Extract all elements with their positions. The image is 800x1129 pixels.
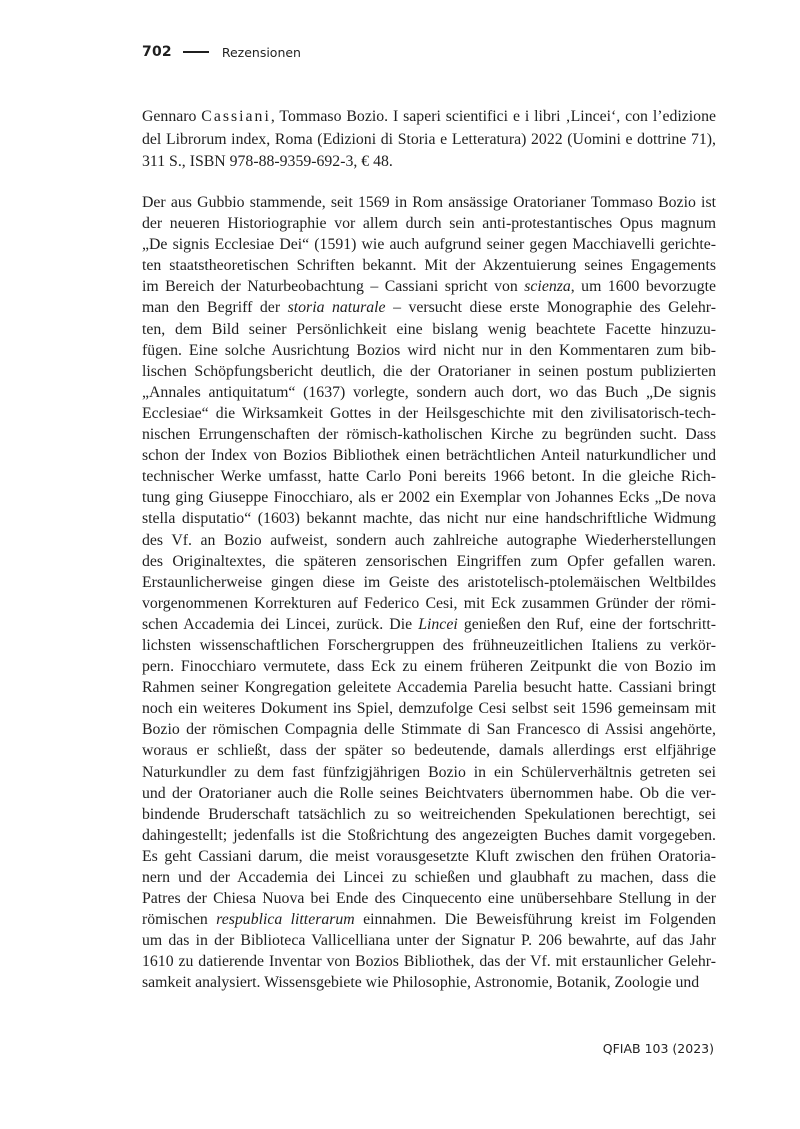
- text-line: [142, 382, 716, 403]
- text-run: lichsten wissenschaftlichen Forschergruppen des frühneuzeitlichen Italiens zu verkör-: [142, 636, 716, 654]
- text-line: [142, 846, 716, 867]
- text-line: [142, 466, 716, 487]
- running-header: [142, 44, 301, 60]
- book-citation: [142, 106, 716, 174]
- text-run: fügen. Eine solche Ausrichtung Bozios wird nicht nur in den Kommentaren zum bib-: [142, 341, 716, 359]
- text-run: ten, dem Bild seiner Persönlichkeit eine bislang wenig beachtete Facette hinzuzu-: [142, 320, 716, 338]
- text-run: dahingestellt; jedenfalls ist die Stoßrichtung des angezeigten Buches damit vorgegeben.: [142, 826, 716, 844]
- text-line: [142, 319, 716, 340]
- text-line: [142, 192, 716, 213]
- text-run: Patres der Chiesa Nuova bei Ende des Cinquecento eine unübersehbare Stellung in der: [142, 890, 716, 908]
- text-run: pern. Finocchiaro vermutete, dass Eck zu einem früheren Zeitpunkt die von Bozio im: [142, 658, 716, 676]
- text-line: [142, 719, 716, 740]
- text-line: [142, 340, 716, 361]
- author-last-name: Cassiani: [201, 108, 271, 125]
- text-run: man den Begriff der: [142, 299, 288, 317]
- text-line: [142, 234, 716, 255]
- text-line: [142, 445, 716, 466]
- text-run: ten staatstheoretischen Schriften bekannt. Mit der Akzentuierung seines Engagements: [142, 257, 716, 275]
- italic-term: storia naturale: [287, 299, 386, 317]
- citation-line: del Librorum index, Roma (Edizioni di Storia e Letteratura) 2022 (Uomini e dottrine 71),: [142, 130, 716, 148]
- text-line: [142, 951, 716, 972]
- page-number: 702: [142, 44, 172, 60]
- text-line: [142, 783, 716, 804]
- text-run: nischen Errungenschaften der römisch-katholischen Kirche zu begründen sucht. Dass: [142, 426, 716, 444]
- text-run: schon der Index von Bozios Bibliothek einen beträchtlichen Anteil naturkundlicher und: [142, 447, 716, 465]
- text-line: [142, 361, 716, 382]
- text-run: lischen Schöpfungsbericht deutlich, die der Oratorianer in seinen postum publizierten: [142, 362, 716, 380]
- text-run: , um 1600 bevorzugte: [570, 278, 716, 296]
- text-line: [142, 297, 716, 318]
- italic-term: respublica litterarum: [216, 911, 355, 929]
- section-title: Rezensionen: [221, 44, 301, 60]
- text-line: [142, 614, 716, 635]
- text-run: genießen den Ruf, eine der fortschritt-: [457, 615, 716, 633]
- text-run: woraus er schließt, dass der später so bedeutende, damals allerdings erst elfjährige: [142, 742, 716, 760]
- text-line: [142, 677, 716, 698]
- text-run: römischen: [142, 911, 217, 929]
- citation-line: 311 S., ISBN 978-88-9359-692-3, € 48.: [142, 153, 393, 170]
- text-run: – versucht diese erste Monographie des Gelehr-: [385, 299, 716, 317]
- text-run: der neueren Historiographie vor allem durch sein anti-protestantisches Opus magnum: [142, 215, 716, 233]
- text-run: Bozio der römischen Compagnia delle Stimmate di San Francesco di Assisi angehörte,: [142, 721, 716, 739]
- text-line: [142, 740, 716, 761]
- text-run: im Bereich der Naturbeobachtung – Cassiani spricht von: [142, 278, 525, 296]
- text-line: [142, 276, 716, 297]
- text-line: [142, 909, 716, 930]
- text-run: Es geht Cassiani darum, die meist vorausgesetzte Kluft zwischen den frühen Oratoria-: [142, 847, 716, 865]
- italic-term: Lincei: [418, 615, 458, 633]
- text-line: [142, 255, 716, 276]
- text-run: Erstaunlicherweise gingen diese im Geiste des aristotelisch-ptolemäischen Weltbildes: [142, 573, 716, 591]
- text-run: technischer Werke umfasst, hatte Carlo Poni bereits 1966 betont. In die gleiche Rich-: [142, 468, 716, 486]
- text-line: [142, 530, 716, 551]
- text-run: Der aus Gubbio stammende, seit 1569 in Rom ansässige Oratorianer Tommaso Bozio ist: [142, 194, 716, 211]
- text-run: tung ging Giuseppe Finocchiaro, als er 2002 ein Exemplar von Johannes Ecks „De nova: [142, 489, 716, 507]
- text-line: [142, 213, 716, 234]
- text-line: [142, 424, 716, 445]
- text-line: [142, 635, 716, 656]
- journal-footer: QFIAB 103 (2023): [602, 1041, 714, 1056]
- text-line: [142, 804, 716, 825]
- text-run: Naturkundler zu dem fast fünfzigjährigen Bozio in ein Schülerverhältnis getreten sei: [142, 763, 716, 781]
- text-run: nern und der Accademia dei Lincei zu schießen und glaubhaft zu machen, dass die: [142, 869, 716, 886]
- citation-title: , Tommaso Bozio. I saperi scientifici e i libri ‚Lincei‘, con l’edizione: [270, 108, 716, 125]
- text-run: des Originaltextes, die späteren zensorischen Eingriffen zum Opfer gefallen waren.: [142, 552, 716, 570]
- text-run: 1610 zu datierende Inventar von Bozios Bibliothek, das der Vf. mit erstaunlicher Gelehr-: [142, 953, 716, 971]
- text-line: [142, 487, 716, 508]
- italic-term: scienza: [524, 278, 571, 296]
- text-run: samkeit analysiert. Wissensgebiete wie Philosophie, Astronomie, Botanik, Zoologie und: [142, 974, 700, 992]
- text-run: vorgenommenen Korrekturen auf Federico Cesi, mit Eck zusammen Gründer der römi-: [142, 594, 716, 612]
- text-line: [142, 593, 716, 614]
- text-run: einnahmen. Die Beweisführung kreist im Folgenden: [354, 911, 716, 929]
- text-line: [142, 551, 716, 572]
- text-run: und der Oratorianer auch die Rolle seines Beichtvaters übernommen habe. Ob die ver-: [142, 784, 716, 802]
- text-line: [142, 572, 716, 593]
- text-line: [142, 656, 716, 677]
- review-text: [142, 192, 716, 994]
- text-run: des Vf. an Bozio aufweist, sondern auch zahlreiche autographe Wiederherstellungen: [142, 531, 716, 549]
- text-run: schen Accademia dei Lincei, zurück. Die: [142, 615, 419, 633]
- text-line: [142, 508, 716, 529]
- text-run: Ecclesiae“ die Wirksamkeit Gottes in der Heilsgeschichte mit den zivilisatorisch-tech-: [142, 404, 716, 422]
- text-line: [142, 762, 716, 783]
- text-line: [142, 403, 716, 424]
- text-line: [142, 867, 716, 888]
- text-run: um das in der Biblioteca Vallicelliana unter der Signatur P. 206 bewahrte, auf das Jahr: [142, 932, 716, 950]
- text-run: „Annales antiquitatum“ (1637) vorlegte, sondern auch dort, wo das Buch „De signis: [142, 383, 716, 401]
- text-run: bindende Bruderschaft tatsächlich zu so weitreichenden Spekulationen berechtigt, sei: [142, 805, 716, 823]
- text-line: [142, 972, 716, 993]
- header-rule: [183, 51, 209, 53]
- author-first-name: Gennaro: [142, 108, 197, 125]
- text-run: stella disputatio“ (1603) bekannt machte, das nicht nur eine handschriftliche Widmung: [142, 510, 716, 528]
- citation-line: [142, 106, 716, 129]
- text-line: [142, 825, 716, 846]
- text-line: [142, 698, 716, 719]
- text-run: noch ein weiteres Dokument ins Spiel, demzufolge Cesi selbst seit 1596 gemeinsam mit: [142, 700, 716, 718]
- text-run: „De signis Ecclesiae Dei“ (1591) wie auch aufgrund seiner gegen Macchiavelli gerichte-: [142, 236, 716, 254]
- text-run: Rahmen seiner Kongregation geleitete Accademia Parelia besucht hatte. Cassiani bringt: [142, 679, 716, 697]
- text-line: [142, 888, 716, 909]
- text-line: [142, 930, 716, 951]
